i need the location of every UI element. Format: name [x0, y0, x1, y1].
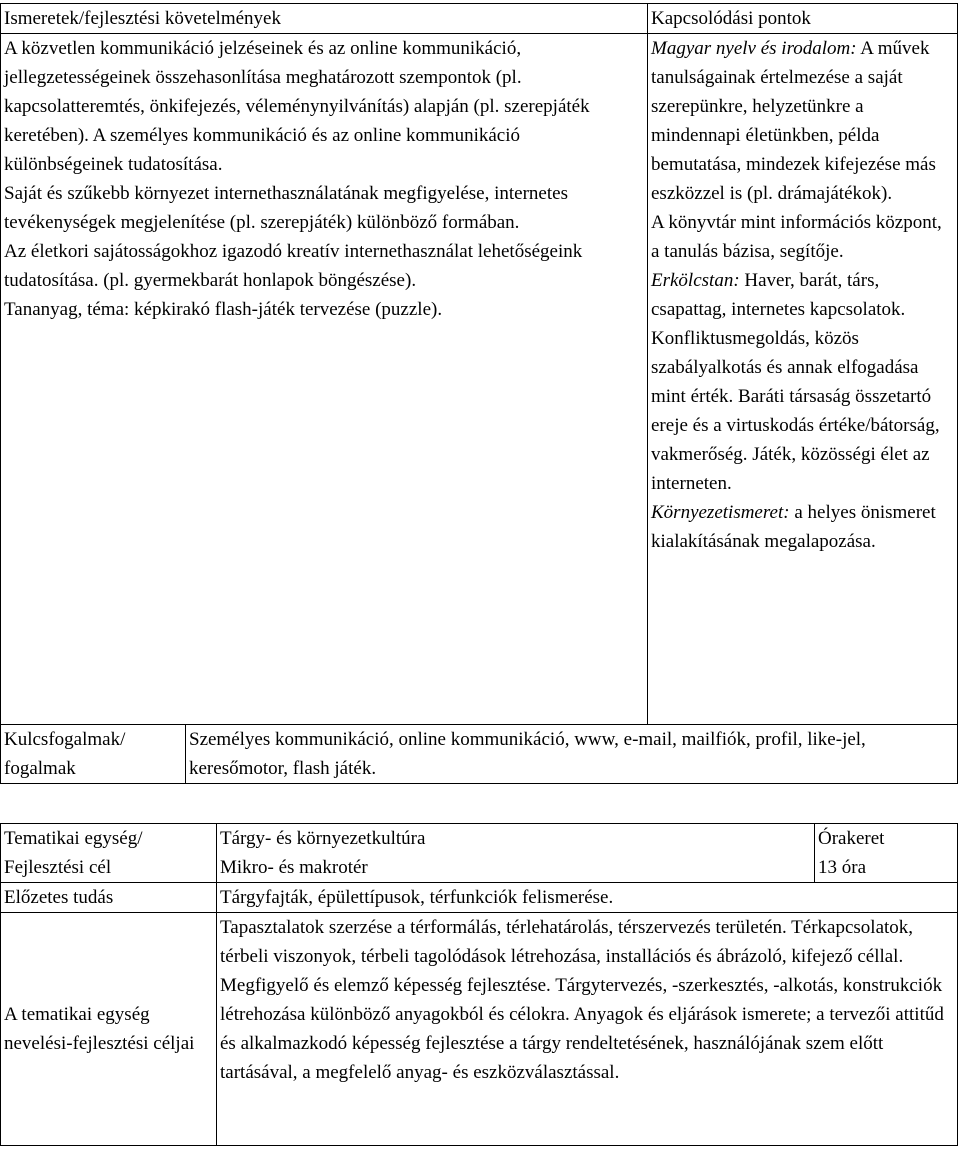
connection-paragraph-3 [651, 266, 954, 324]
header-requirements [1, 4, 648, 34]
header-connections-text: Kapcsolódási pontok [651, 8, 811, 29]
unit-title-cell [217, 824, 815, 883]
thematic-unit-table [0, 823, 958, 1146]
connection-paragraph-2: A könyvtár mint információs központ, a tanulás bázisa, segítője. [651, 212, 942, 262]
connection-text-1: A művek tanulságainak értelmezése a saját szerepünkre, helyzetünkre a mindennapi életünkben, példa bemutatása, mindezek kifejezése más eszközzel is (pl. drámajátékok). [651, 38, 936, 204]
key-concepts-row [1, 725, 958, 784]
goals-label-cell [1, 913, 217, 1146]
hours-cell [815, 824, 958, 883]
unit-label: Tematikai egység/ Fejlesztési cél [4, 828, 143, 878]
key-concepts-label: Kulcsfogalmak/ fogalmak [4, 729, 126, 779]
prior-knowledge-value-cell [217, 883, 958, 913]
connection-text-5: a helyes önismeret kialakításának megalapozása. [651, 502, 936, 552]
key-concepts-value-cell [186, 725, 958, 784]
header-row [1, 4, 958, 34]
header-connections [648, 4, 958, 34]
goals-row [1, 913, 958, 1146]
requirement-paragraph-4: Tananyag, téma: képkirakó flash-játék tervezése (puzzle). [4, 299, 443, 320]
connection-paragraph-4: Konfliktusmegoldás, közös szabályalkotás és annak elfogadása mint érték. Baráti társaság összetartó ereje és a virtuskodás értéke/bátorság, vakmerőség. Játék, közösségi élet az interneten. [651, 328, 940, 494]
prior-knowledge-row [1, 883, 958, 913]
goals-text: Tapasztalatok szerzése a térformálás, térlehatárolás, térszervezés területén. Térkapcsolatok, térbeli viszonyok, térbeli tagolódások létrehozása, installációs és ábrázoló, kifejező céllal. Megfigyelő és elemző képesség fejlesztése. Tárgytervezés, -szerkesztés, -alkotás, konstrukciók létrehozása különböző anyagokból és célokra. Anyagok és eljárások ismerete; a tervezői attitűd és alkalmazkodó képesség fejlesztése a tárgy rendeltetésének, használójának szem előtt tartásával, a megfelelő anyag- és eszközválasztással. [220, 917, 944, 1083]
key-concepts-label-cell [1, 725, 186, 784]
subject-label-hungarian: Magyar nyelv és irodalom: [651, 38, 857, 59]
requirement-paragraph-2: Saját és szűkebb környezet internethasználatának megfigyelése, internetes tevékenységek megjelenítése (pl. szerepjáték) különböző formában. [4, 183, 568, 233]
connection-paragraph-1 [651, 34, 954, 208]
unit-row [1, 824, 958, 883]
unit-title-1: Tárgy- és környezetkultúra [220, 828, 426, 849]
header-requirements-text: Ismeretek/fejlesztési követelmények [4, 8, 281, 29]
requirements-table [0, 3, 958, 784]
requirement-paragraph-1: A közvetlen kommunikáció jelzéseinek és az online kommunikáció, jellegzetességeinek összehasonlítása meghatározott szempontok (pl. kapcsolatteremtés, önkifejezés, véleménynyilvánítás) alapján (pl. szerepjáték keretében). A személyes kommunikáció és az online kommunikáció különbségeinek tudatosítása. [4, 38, 590, 175]
requirement-paragraph-3: Az életkori sajátosságokhoz igazodó kreatív internethasználat lehetőségeink tudatosítása. (pl. gyermekbarát honlapok böngészése). [4, 241, 583, 291]
goals-value-cell [217, 913, 958, 1146]
subject-label-ethics: Erkölcstan: [651, 270, 740, 291]
key-concepts-text: Személyes kommunikáció, online kommunikáció, www, e-mail, mailfiók, profil, like-jel, keresőmotor, flash játék. [189, 729, 866, 779]
unit-title-2: Mikro- és makrotér [220, 857, 368, 878]
connection-paragraph-5 [651, 498, 954, 556]
content-row [1, 34, 958, 725]
prior-knowledge-label: Előzetes tudás [4, 887, 114, 908]
connection-text-3: Haver, barát, társ, csapattag, internetes kapcsolatok. [651, 270, 906, 320]
hours-label: Órakeret [818, 828, 885, 849]
unit-label-cell [1, 824, 217, 883]
hours-value: 13 óra [818, 857, 867, 878]
prior-knowledge-label-cell [1, 883, 217, 913]
requirements-cell [1, 34, 648, 725]
prior-knowledge-text: Tárgyfajták, épülettípusok, térfunkciók felismerése. [220, 887, 614, 908]
goals-label: A tematikai egység nevelési-fejlesztési céljai [4, 1004, 195, 1054]
connections-cell [648, 34, 958, 725]
subject-label-environment: Környezetismeret: [651, 502, 790, 523]
